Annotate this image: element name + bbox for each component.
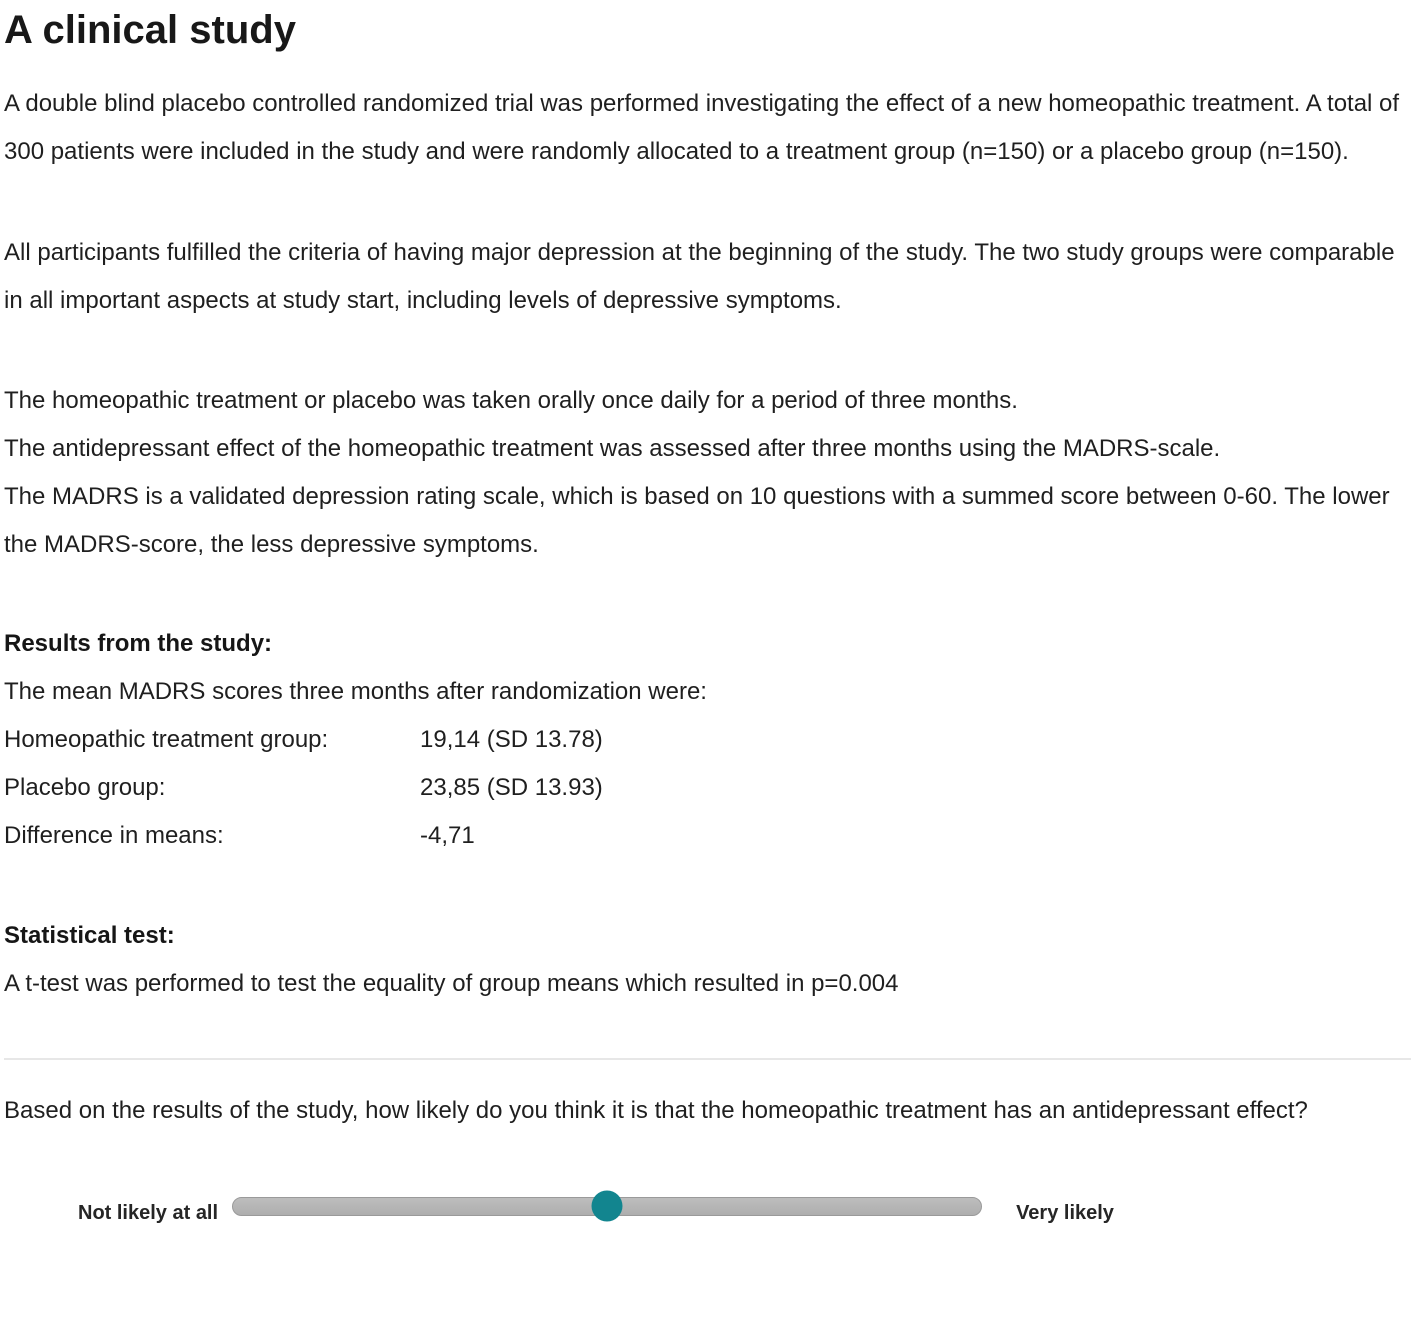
slider-left-label: Not likely at all — [78, 1201, 219, 1224]
results-row-value: 23,85 (SD 13.93) — [420, 774, 603, 801]
results-row-placebo — [4, 764, 1411, 812]
treatment-line-2: The antidepressant effect of the homeopathic treatment was assessed after three months using the MADRS-scale. — [4, 435, 1221, 462]
statistical-test-heading: Statistical test: — [4, 922, 175, 949]
study-participants-paragraph: All participants fulfilled the criteria of having major depression at the beginning of the study. The two study groups were comparable in all important aspects at study start, including levels of depressive symptoms. — [4, 239, 1395, 314]
page-title: A clinical study — [4, 8, 296, 52]
question-text: Based on the results of the study, how likely do you think it is that the homeopathic treatment has an antidepressant effect? — [4, 1097, 1308, 1124]
results-row-value: 19,14 (SD 13.78) — [420, 726, 603, 753]
study-treatment-paragraph — [4, 377, 1411, 569]
results-row-value: -4,71 — [420, 822, 475, 849]
results-row-treatment — [4, 716, 1411, 764]
section-divider — [4, 1058, 1411, 1060]
results-heading: Results from the study: — [4, 630, 273, 657]
slider-thumb[interactable] — [592, 1191, 623, 1222]
study-intro-paragraph: A double blind placebo controlled randomized trial was performed investigating the effect of a new homeopathic treatment. A total of 300 patients were included in the study and were randomly allocated to a treatment group (n=150) or a placebo group (n=150). — [4, 90, 1400, 165]
slider-track[interactable] — [232, 1197, 982, 1216]
results-row-difference — [4, 812, 1411, 860]
results-row-label: Homeopathic treatment group: — [4, 726, 329, 753]
results-subtitle: The mean MADRS scores three months after randomization were: — [4, 678, 707, 705]
results-section — [4, 620, 1411, 860]
results-row-label: Difference in means: — [4, 822, 224, 849]
results-row-label: Placebo group: — [4, 774, 166, 801]
statistical-test-text: A t-test was performed to test the equality of group means which resulted in p=0.004 — [4, 970, 899, 997]
slider-right-label: Very likely — [1016, 1201, 1114, 1224]
statistical-test-section — [4, 912, 1411, 1008]
treatment-line-3: The MADRS is a validated depression rating scale, which is based on 10 questions with a summed score between 0-60. The lower the MADRS-score, the less depressive symptoms. — [4, 483, 1390, 558]
treatment-line-1: The homeopathic treatment or placebo was taken orally once daily for a period of three months. — [4, 387, 1018, 414]
likelihood-slider — [4, 1182, 1411, 1230]
